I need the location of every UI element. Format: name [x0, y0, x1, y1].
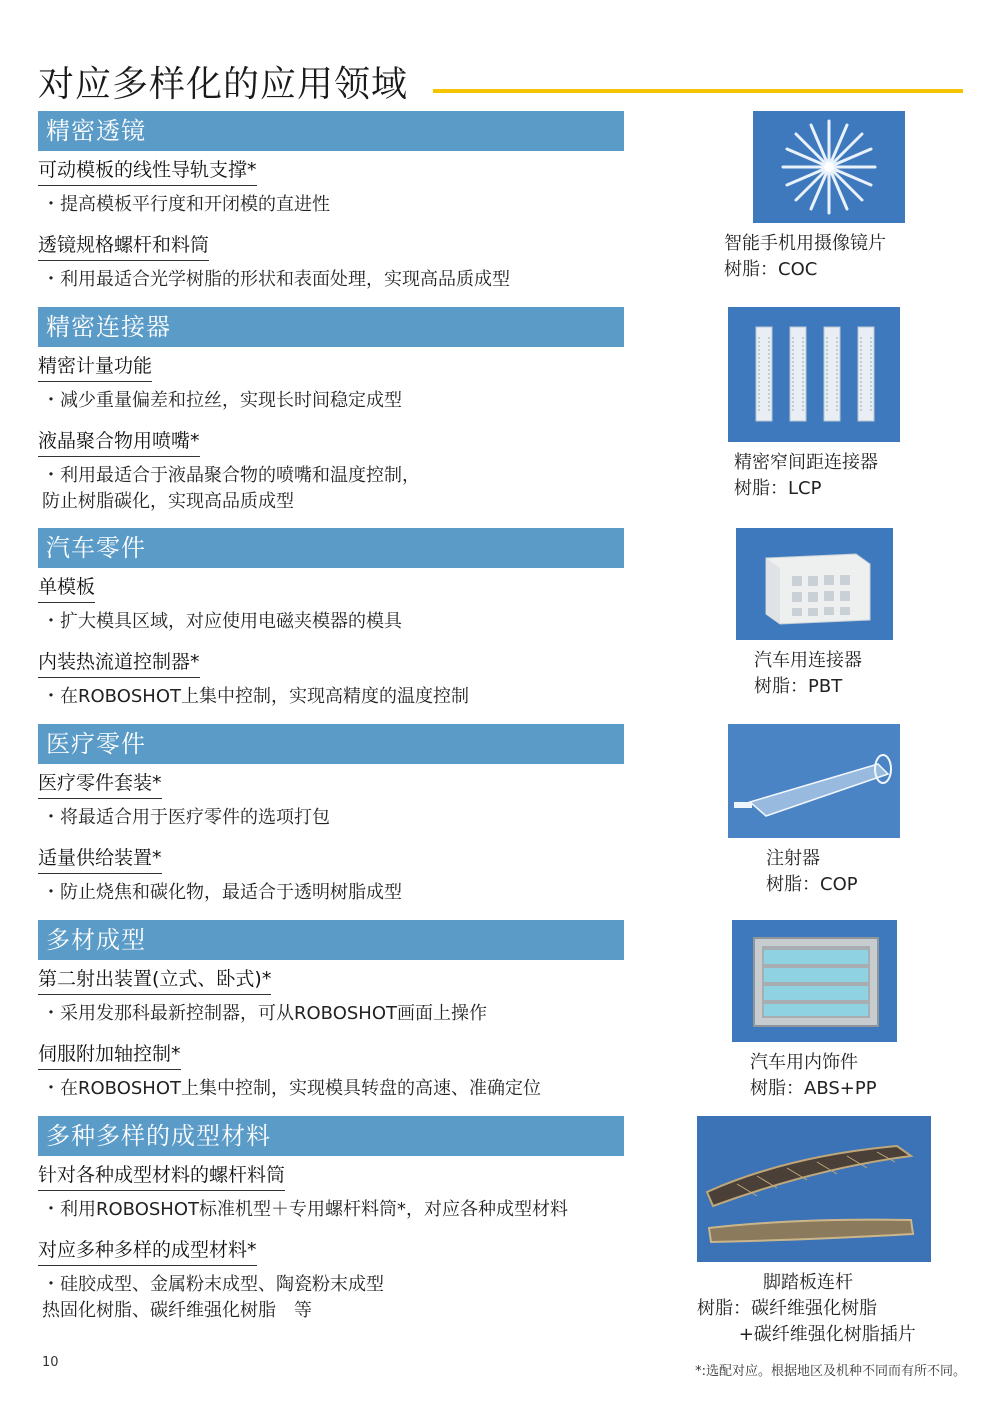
item-desc: ・硅胶成型、金属粉末成型、陶瓷粉末成型 热固化树脂、碳纤维强化树脂 等 — [42, 1274, 384, 1321]
item-title: 医疗零件套装* — [38, 770, 162, 799]
item-desc: ・在ROBOSHOT上集中控制，实现高精度的温度控制 — [42, 686, 469, 707]
section-heading: 精密连接器 — [38, 307, 624, 347]
item-title: 透镜规格螺杆和料筒 — [38, 232, 209, 261]
item-desc: ・在ROBOSHOT上集中控制，实现模具转盘的高速、准确定位 — [42, 1078, 541, 1099]
item-title: 单模板 — [38, 574, 95, 603]
section-medical-parts — [38, 724, 624, 914]
title-rule — [433, 89, 963, 93]
section-heading: 精密透镜 — [38, 111, 624, 151]
product-resin: 树脂：ABS+PP — [750, 1078, 877, 1099]
auto-connector-photo — [736, 528, 893, 640]
product-resin: 树脂：LCP — [734, 478, 822, 499]
item-desc: ・将最适合用于医疗零件的选项打包 — [42, 807, 330, 828]
product-name: 精密窄间距连接器 — [734, 452, 878, 473]
item-title: 可动模板的线性导轨支撑* — [38, 157, 257, 186]
section-heading: 医疗零件 — [38, 724, 624, 764]
product-interior-part — [732, 920, 897, 1102]
product-name: 汽车用内饰件 — [750, 1052, 858, 1073]
lens-photo — [753, 111, 905, 223]
item-desc: ・扩大模具区域，对应使用电磁夹模器的模具 — [42, 611, 402, 632]
item-title: 伺服附加轴控制* — [38, 1041, 181, 1070]
footnote: *:选配对应。根据地区及机种不同而有所不同。 — [695, 1364, 966, 1379]
product-name: 注射器 — [766, 848, 820, 869]
section-heading: 汽车零件 — [38, 528, 624, 568]
item-desc: ・提高模板平行度和开闭模的直进性 — [42, 194, 330, 215]
item-title: 适量供给装置* — [38, 845, 162, 874]
section-heading: 多种多样的成型材料 — [38, 1116, 624, 1156]
product-resin: 树脂：COC — [724, 259, 818, 280]
item-desc: ・减少重量偏差和拉丝，实现长时间稳定成型 — [42, 390, 402, 411]
item-desc: ・利用ROBOSHOT标准机型＋专用螺杆料筒*，对应各种成型材料 — [42, 1199, 568, 1220]
connector-photo — [728, 307, 900, 442]
item-desc: ・采用发那科最新控制器，可从ROBOSHOT画面上操作 — [42, 1003, 487, 1024]
product-resin: 树脂：COP — [766, 874, 858, 895]
item-title: 第二射出装置(立式、卧式)* — [38, 966, 271, 995]
product-camera-lens — [724, 111, 905, 283]
section-heading: 多材成型 — [38, 920, 624, 960]
product-pedal-link — [697, 1116, 931, 1348]
product-name: 脚踏板连杆 — [763, 1272, 853, 1293]
section-precision-connector — [38, 307, 624, 523]
item-title: 精密计量功能 — [38, 353, 152, 382]
product-fine-pitch-connector — [728, 307, 900, 502]
product-name: 智能手机用摄像镜片 — [724, 233, 886, 254]
section-precision-lens — [38, 111, 624, 301]
product-resin: 树脂：PBT — [754, 676, 843, 697]
item-desc: ・防止烧焦和碳化物，最适合于透明树脂成型 — [42, 882, 402, 903]
product-syringe — [728, 724, 900, 898]
page-title: 对应多样化的应用领域 — [38, 64, 409, 105]
section-auto-parts — [38, 528, 624, 718]
product-name: 汽车用连接器 — [754, 650, 862, 671]
item-title: 液晶聚合物用喷嘴* — [38, 428, 200, 457]
product-auto-connector — [736, 528, 893, 700]
product-resin: 树脂：碳纤维强化树脂 +碳纤维强化树脂插片 — [697, 1298, 916, 1345]
item-title: 对应多种多样的成型材料* — [38, 1237, 257, 1266]
syringe-photo — [728, 724, 900, 838]
page-number: 10 — [42, 1355, 59, 1370]
section-multi-material — [38, 920, 624, 1110]
item-desc: ・利用最适合光学树脂的形状和表面处理，实现高品质成型 — [42, 269, 510, 290]
section-materials — [38, 1116, 624, 1332]
pedal-link-photo — [697, 1116, 931, 1262]
item-title: 针对各种成型材料的螺杆料筒 — [38, 1162, 285, 1191]
item-title: 内装热流道控制器* — [38, 649, 200, 678]
item-desc: ・利用最适合于液晶聚合物的喷嘴和温度控制， 防止树脂碳化，实现高品质成型 — [42, 465, 420, 512]
interior-part-photo — [732, 920, 897, 1042]
